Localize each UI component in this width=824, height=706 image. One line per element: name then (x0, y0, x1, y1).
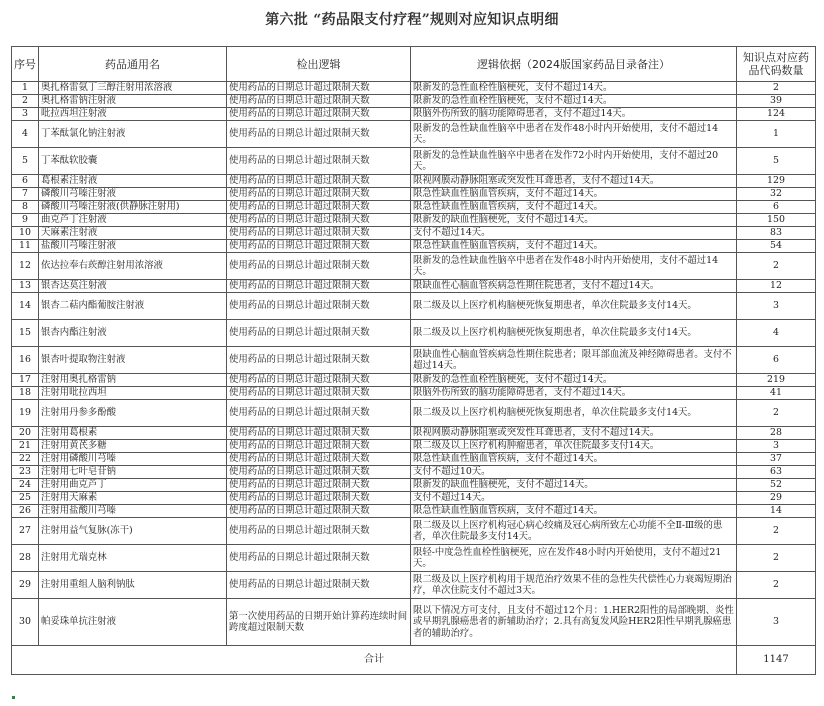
row-index: 6 (12, 175, 39, 188)
table-row (12, 572, 816, 599)
table-row (12, 599, 816, 646)
row-count: 6 (737, 201, 816, 214)
row-basis: 限视网膜动静脉阻塞或突发性耳聋患者，支付不超过14天。 (411, 427, 737, 440)
table-row (12, 253, 816, 280)
total-label: 合计 (12, 646, 737, 675)
row-count: 2 (737, 400, 816, 427)
table-row (12, 545, 816, 572)
row-drug-name: 注射用黄芪多糖 (39, 440, 227, 453)
header-count: 知识点对应药品代码数量 (737, 47, 816, 82)
row-drug-name: 注射用吡拉西坦 (39, 387, 227, 400)
table-row (12, 400, 816, 427)
row-basis: 限二级及以上医疗机构脑梗死恢复期患者，单次住院最多支付14天。 (411, 293, 737, 320)
row-drug-name: 注射用葛根素 (39, 427, 227, 440)
row-basis: 限急性缺血性脑血管疾病，支付不超过14天。 (411, 188, 737, 201)
table-row (12, 427, 816, 440)
row-drug-name: 银杏二萜内酯葡胺注射液 (39, 293, 227, 320)
row-drug-name: 吡拉西坦注射液 (39, 108, 227, 121)
table-row (12, 466, 816, 479)
row-drug-name: 曲克芦丁注射液 (39, 214, 227, 227)
row-basis: 限急性缺血性脑血管疾病，支付不超过14天。 (411, 505, 737, 518)
row-index: 13 (12, 280, 39, 293)
row-logic: 使用药品的日期总计超过限制天数 (227, 108, 411, 121)
table-row (12, 214, 816, 227)
row-drug-name: 注射用重组人脑利钠肽 (39, 572, 227, 599)
row-basis: 限视网膜动静脉阻塞或突发性耳聋患者，支付不超过14天。 (411, 175, 737, 188)
row-drug-name: 注射用天麻素 (39, 492, 227, 505)
row-drug-name: 葛根素注射液 (39, 175, 227, 188)
row-index: 22 (12, 453, 39, 466)
table-header-row (12, 47, 816, 82)
table-row (12, 240, 816, 253)
total-row (12, 646, 816, 675)
row-index: 3 (12, 108, 39, 121)
row-index: 16 (12, 347, 39, 374)
row-drug-name: 丁苯酞氯化钠注射液 (39, 121, 227, 148)
row-drug-name: 注射用益气复脉(冻干) (39, 518, 227, 545)
row-count: 1 (737, 121, 816, 148)
row-basis: 限新发的缺血性脑梗死，支付不超过14天。 (411, 479, 737, 492)
row-count: 219 (737, 374, 816, 387)
row-basis: 限新发的急性血栓性脑梗死，支付不超过14天。 (411, 95, 737, 108)
row-count: 2 (737, 572, 816, 599)
row-count: 2 (737, 253, 816, 280)
row-drug-name: 注射用曲克芦丁 (39, 479, 227, 492)
row-drug-name: 注射用奥扎格雷钠 (39, 374, 227, 387)
row-drug-name: 注射用丹参多酚酸 (39, 400, 227, 427)
row-logic: 使用药品的日期总计超过限制天数 (227, 253, 411, 280)
row-index: 11 (12, 240, 39, 253)
row-logic: 使用药品的日期总计超过限制天数 (227, 188, 411, 201)
row-logic: 使用药品的日期总计超过限制天数 (227, 427, 411, 440)
row-basis: 限二级及以上医疗机构脑梗死恢复期患者，单次住院最多支付14天。 (411, 320, 737, 347)
row-basis: 限缺血性心脑血管疾病急性期住院患者，支付不超过14天。 (411, 280, 737, 293)
row-logic: 使用药品的日期总计超过限制天数 (227, 518, 411, 545)
row-index: 7 (12, 188, 39, 201)
row-basis: 支付不超过10天。 (411, 466, 737, 479)
row-index: 18 (12, 387, 39, 400)
row-drug-name: 银杏达莫注射液 (39, 280, 227, 293)
row-basis: 限新发的急性缺血性脑卒中患者在发作48小时内开始使用，支付不超过14天。 (411, 121, 737, 148)
row-drug-name: 盐酸川芎嗪注射液 (39, 240, 227, 253)
row-index: 27 (12, 518, 39, 545)
row-count: 124 (737, 108, 816, 121)
row-index: 23 (12, 466, 39, 479)
row-drug-name: 磷酸川芎嗪注射液(供静脉注射用) (39, 201, 227, 214)
row-basis: 限新发的急性血栓性脑梗死，支付不超过14天。 (411, 82, 737, 95)
table-row (12, 175, 816, 188)
table-row (12, 280, 816, 293)
row-drug-name: 磷酸川芎嗪注射液 (39, 188, 227, 201)
row-logic: 使用药品的日期总计超过限制天数 (227, 280, 411, 293)
row-logic: 第一次使用药品的日期开始计算药连续时间跨度超过限制天数 (227, 599, 411, 646)
table-row (12, 82, 816, 95)
row-count: 39 (737, 95, 816, 108)
row-drug-name: 丁苯酞软胶囊 (39, 148, 227, 175)
table-row (12, 518, 816, 545)
row-count: 2 (737, 518, 816, 545)
row-logic: 使用药品的日期总计超过限制天数 (227, 95, 411, 108)
row-index: 1 (12, 82, 39, 95)
row-index: 30 (12, 599, 39, 646)
row-drug-name: 银杏内酯注射液 (39, 320, 227, 347)
row-count: 4 (737, 320, 816, 347)
row-logic: 使用药品的日期总计超过限制天数 (227, 453, 411, 466)
corner-mark (12, 696, 15, 699)
row-logic: 使用药品的日期总计超过限制天数 (227, 545, 411, 572)
row-basis: 支付不超过14天。 (411, 227, 737, 240)
row-logic: 使用药品的日期总计超过限制天数 (227, 227, 411, 240)
row-basis: 限新发的缺血性脑梗死，支付不超过14天。 (411, 214, 737, 227)
row-index: 20 (12, 427, 39, 440)
table-row (12, 387, 816, 400)
table-body (12, 82, 816, 646)
row-drug-name: 奥扎格雷钠注射液 (39, 95, 227, 108)
row-drug-name: 银杏叶提取物注射液 (39, 347, 227, 374)
row-index: 10 (12, 227, 39, 240)
table-row (12, 492, 816, 505)
table-row (12, 227, 816, 240)
table-row (12, 108, 816, 121)
row-drug-name: 天麻素注射液 (39, 227, 227, 240)
row-count: 41 (737, 387, 816, 400)
row-logic: 使用药品的日期总计超过限制天数 (227, 121, 411, 148)
row-index: 4 (12, 121, 39, 148)
row-count: 54 (737, 240, 816, 253)
row-basis: 限新发的急性缺血性脑卒中患者在发作72小时内开始使用，支付不超过20天。 (411, 148, 737, 175)
row-index: 12 (12, 253, 39, 280)
row-drug-name: 帕妥珠单抗注射液 (39, 599, 227, 646)
row-index: 26 (12, 505, 39, 518)
row-count: 37 (737, 453, 816, 466)
row-count: 32 (737, 188, 816, 201)
row-drug-name: 依达拉奉右莰醇注射用浓溶液 (39, 253, 227, 280)
row-count: 52 (737, 479, 816, 492)
row-logic: 使用药品的日期总计超过限制天数 (227, 201, 411, 214)
row-index: 14 (12, 293, 39, 320)
row-index: 9 (12, 214, 39, 227)
row-count: 6 (737, 347, 816, 374)
header-logic: 检出逻辑 (227, 47, 411, 82)
row-index: 2 (12, 95, 39, 108)
table-row (12, 201, 816, 214)
row-index: 25 (12, 492, 39, 505)
row-count: 83 (737, 227, 816, 240)
row-basis: 限急性缺血性脑血管疾病，支付不超过14天。 (411, 453, 737, 466)
row-logic: 使用药品的日期总计超过限制天数 (227, 175, 411, 188)
table-row (12, 347, 816, 374)
table-row (12, 293, 816, 320)
table-row (12, 148, 816, 175)
row-count: 3 (737, 599, 816, 646)
row-basis: 限急性缺血性脑血管疾病，支付不超过14天。 (411, 240, 737, 253)
row-logic: 使用药品的日期总计超过限制天数 (227, 505, 411, 518)
row-count: 63 (737, 466, 816, 479)
header-index: 序号 (12, 47, 39, 82)
row-logic: 使用药品的日期总计超过限制天数 (227, 320, 411, 347)
row-basis: 限轻-中度急性血栓性脑梗死，应在发作48小时内开始使用，支付不超过21天。 (411, 545, 737, 572)
table-row (12, 95, 816, 108)
row-count: 5 (737, 148, 816, 175)
header-drug-name: 药品通用名 (39, 47, 227, 82)
row-logic: 使用药品的日期总计超过限制天数 (227, 347, 411, 374)
table-row (12, 121, 816, 148)
row-drug-name: 注射用尤瑞克林 (39, 545, 227, 572)
row-logic: 使用药品的日期总计超过限制天数 (227, 440, 411, 453)
row-logic: 使用药品的日期总计超过限制天数 (227, 374, 411, 387)
row-index: 29 (12, 572, 39, 599)
knowledge-table (11, 46, 816, 675)
table-row (12, 440, 816, 453)
row-basis: 限急性缺血性脑血管疾病，支付不超过14天。 (411, 201, 737, 214)
row-basis: 限新发的急性血栓性脑梗死，支付不超过14天。 (411, 374, 737, 387)
table-row (12, 374, 816, 387)
row-index: 28 (12, 545, 39, 572)
row-count: 14 (737, 505, 816, 518)
row-basis: 限二级及以上医疗机构脑梗死恢复期患者，单次住院最多支付14天。 (411, 400, 737, 427)
row-index: 21 (12, 440, 39, 453)
row-count: 129 (737, 175, 816, 188)
row-logic: 使用药品的日期总计超过限制天数 (227, 466, 411, 479)
row-count: 29 (737, 492, 816, 505)
row-basis: 支付不超过14天。 (411, 492, 737, 505)
row-index: 8 (12, 201, 39, 214)
row-basis: 限新发的急性缺血性脑卒中患者在发作48小时内开始使用，支付不超过14天。 (411, 253, 737, 280)
row-basis: 限二级及以上医疗机构肿瘤患者，单次住院最多支付14天。 (411, 440, 737, 453)
row-index: 24 (12, 479, 39, 492)
row-count: 3 (737, 440, 816, 453)
row-drug-name: 注射用磷酸川芎嗪 (39, 453, 227, 466)
table-row (12, 453, 816, 466)
row-logic: 使用药品的日期总计超过限制天数 (227, 240, 411, 253)
row-count: 2 (737, 82, 816, 95)
row-logic: 使用药品的日期总计超过限制天数 (227, 293, 411, 320)
table-row (12, 320, 816, 347)
page-title: 第六批 “药品限支付疗程”规则对应知识点明细 (265, 12, 559, 28)
row-count: 12 (737, 280, 816, 293)
table-row (12, 479, 816, 492)
row-logic: 使用药品的日期总计超过限制天数 (227, 572, 411, 599)
row-basis: 限以下情况方可支付，且支付不超过12个月：1.HER2阳性的局部晚期、炎性或早期乳腺癌患者的新辅助治疗；2.具有高复发风险HER2阳性早期乳腺癌患者的辅助治疗。 (411, 599, 737, 646)
row-logic: 使用药品的日期总计超过限制天数 (227, 214, 411, 227)
row-logic: 使用药品的日期总计超过限制天数 (227, 479, 411, 492)
total-count: 1147 (737, 646, 816, 675)
row-logic: 使用药品的日期总计超过限制天数 (227, 148, 411, 175)
row-index: 17 (12, 374, 39, 387)
row-drug-name: 奥扎格雷氨丁三醇注射用浓溶液 (39, 82, 227, 95)
row-logic: 使用药品的日期总计超过限制天数 (227, 492, 411, 505)
row-basis: 限脑外伤所致的脑功能障碍患者，支付不超过14天。 (411, 108, 737, 121)
row-index: 19 (12, 400, 39, 427)
table-row (12, 505, 816, 518)
row-basis: 限脑外伤所致的脑功能障碍患者，支付不超过14天。 (411, 387, 737, 400)
row-basis: 限二级及以上医疗机构冠心病心绞痛及冠心病所致左心功能不全Ⅱ-Ⅲ级的患者，单次住院最多支付14天。 (411, 518, 737, 545)
table-row (12, 188, 816, 201)
header-basis: 逻辑依据（2024版国家药品目录备注） (411, 47, 737, 82)
row-drug-name: 注射用七叶皂苷钠 (39, 466, 227, 479)
row-count: 150 (737, 214, 816, 227)
row-count: 28 (737, 427, 816, 440)
row-basis: 限二级及以上医疗机构用于规范治疗效果不佳的急性失代偿性心力衰竭短期治疗，单次住院支付不超过3天。 (411, 572, 737, 599)
row-basis: 限缺血性心脑血管疾病急性期住院患者；限耳部血流及神经障碍患者。支付不超过14天。 (411, 347, 737, 374)
row-logic: 使用药品的日期总计超过限制天数 (227, 387, 411, 400)
row-index: 15 (12, 320, 39, 347)
row-count: 2 (737, 545, 816, 572)
row-index: 5 (12, 148, 39, 175)
row-logic: 使用药品的日期总计超过限制天数 (227, 82, 411, 95)
row-drug-name: 注射用盐酸川芎嗪 (39, 505, 227, 518)
row-count: 3 (737, 293, 816, 320)
row-logic: 使用药品的日期总计超过限制天数 (227, 400, 411, 427)
